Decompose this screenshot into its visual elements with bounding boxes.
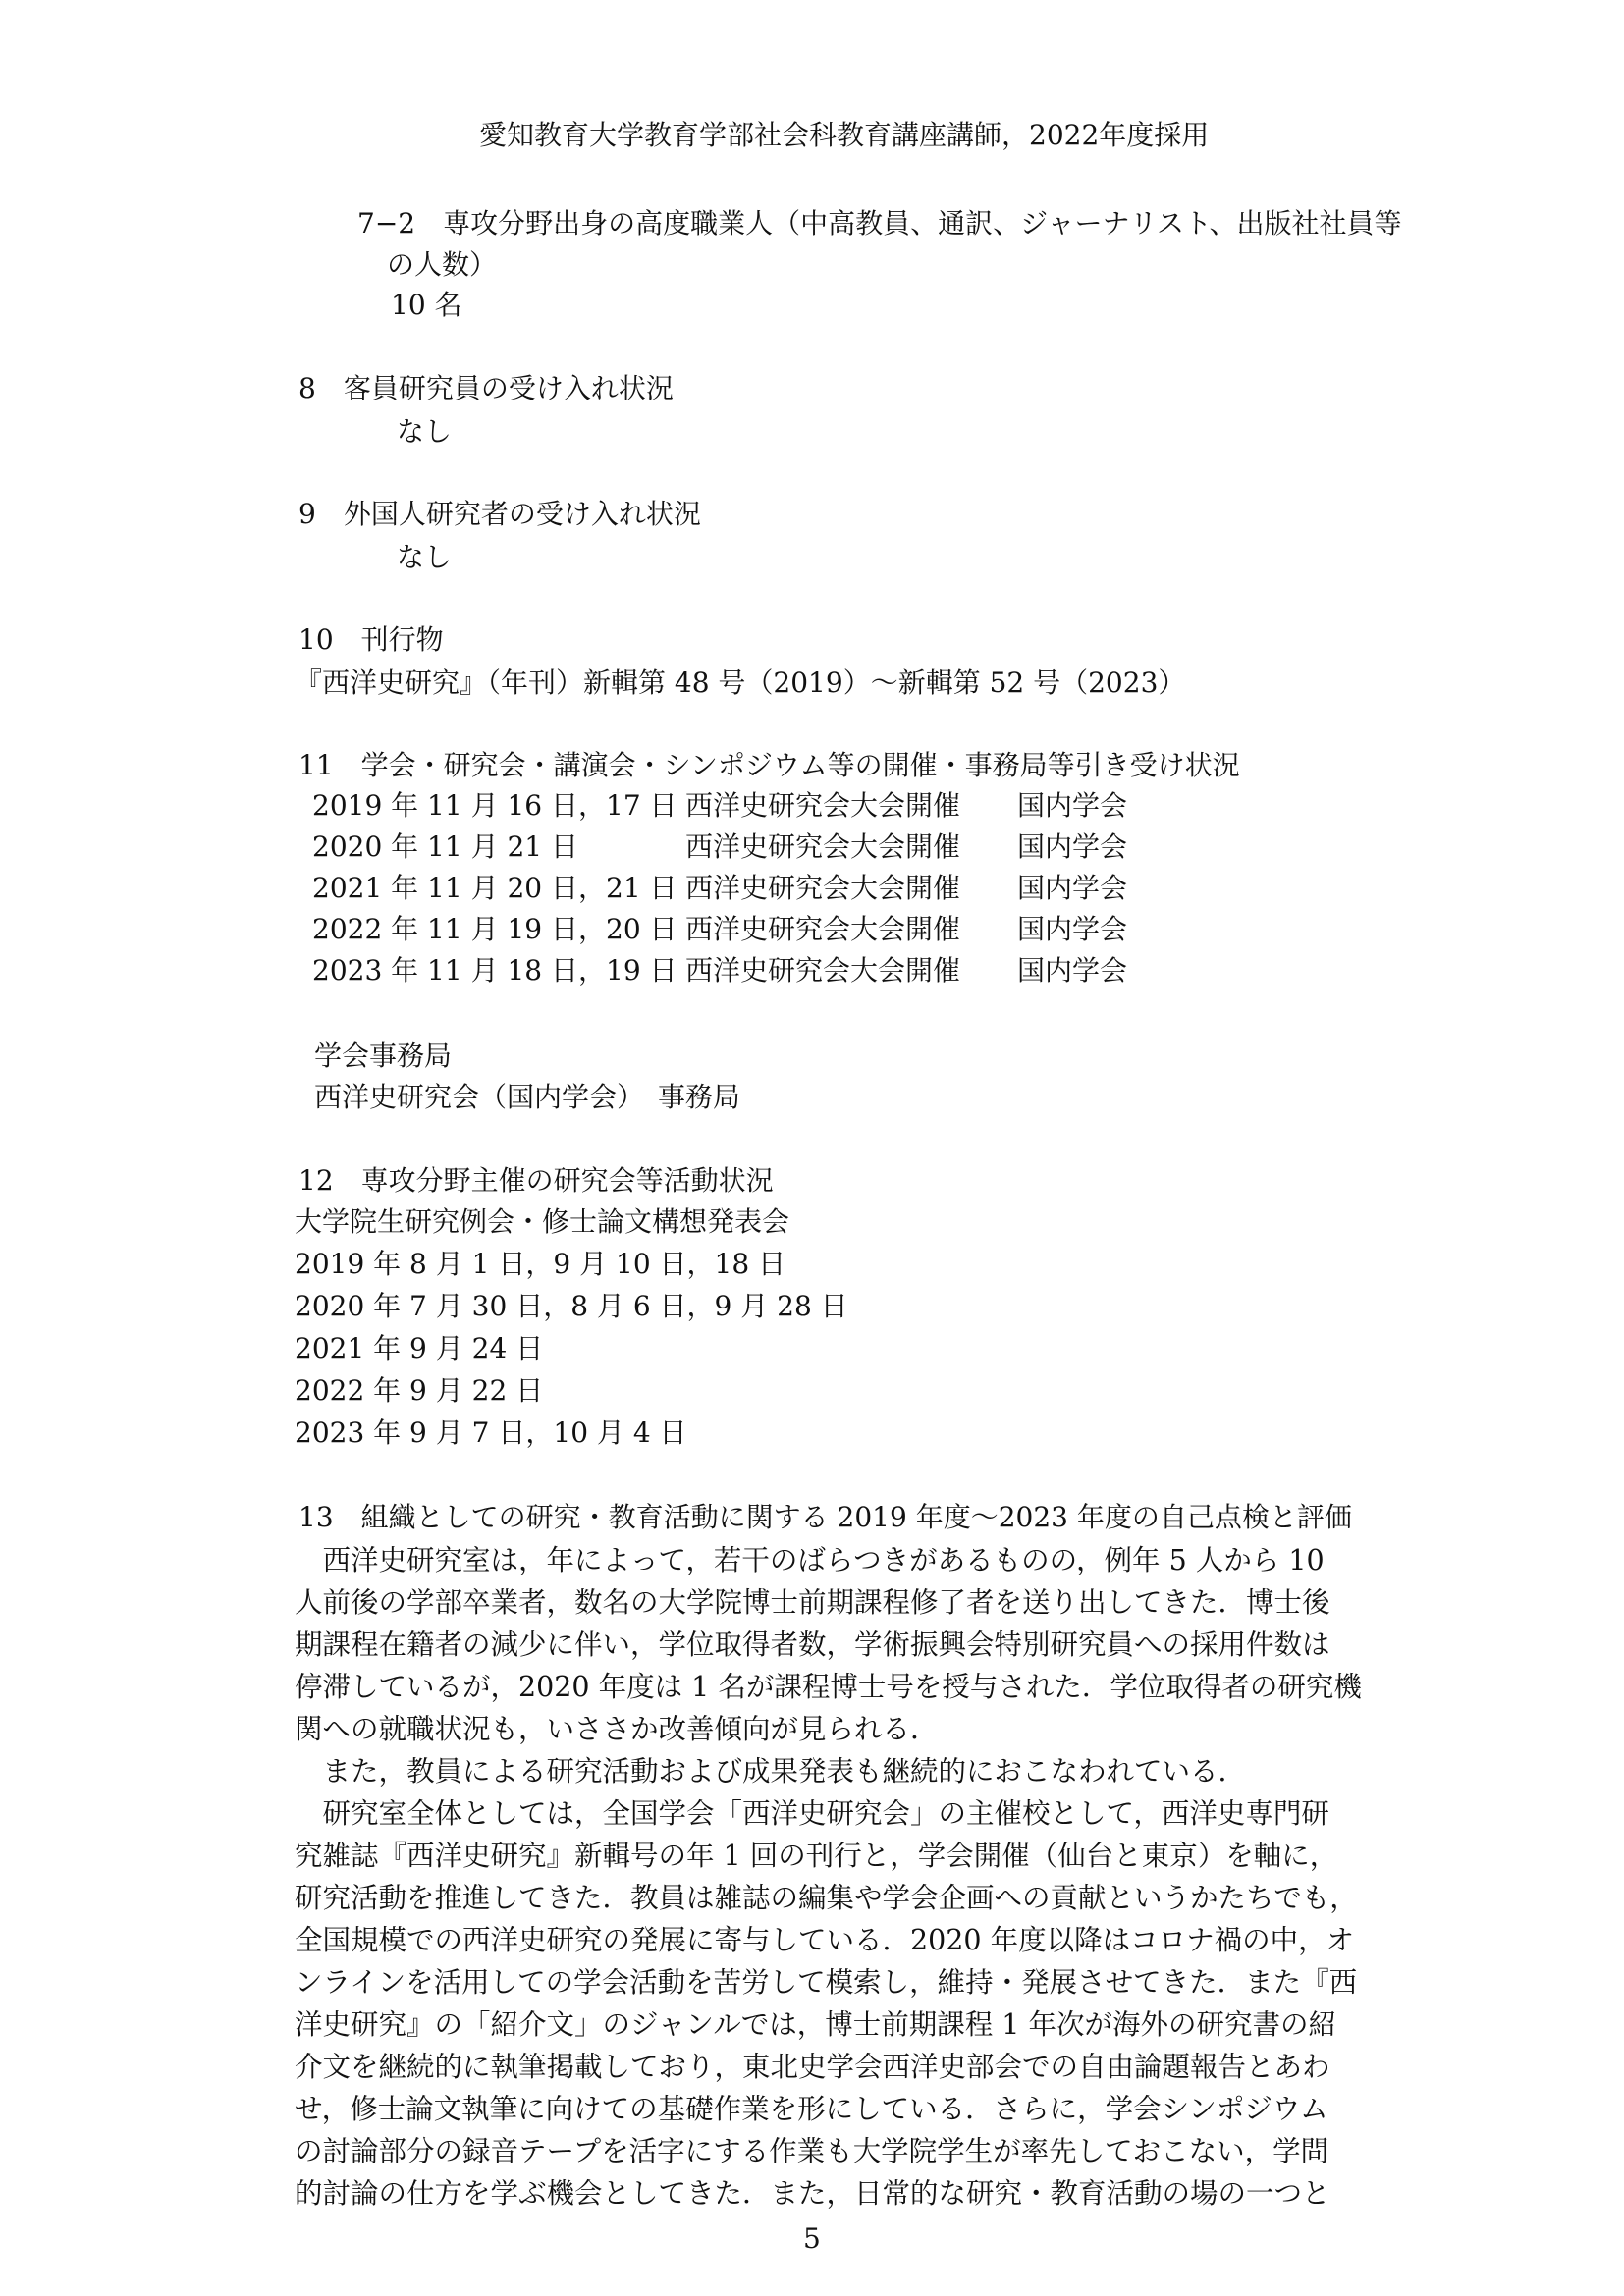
section-7-2-value: 10 名	[391, 289, 462, 321]
section-10-value: 『西洋史研究』（年刊）新輯第 48 号（2019）～新輯第 52 号（2023）	[295, 667, 1186, 699]
event-type: 国内学会	[1017, 789, 1128, 822]
section-7-2-title: 7−2 専攻分野出身の高度職業人（中高教員、通訳、ジャーナリスト、出版社社員等	[357, 207, 1402, 240]
section-13-title: 13 組織としての研究・教育活動に関する 2019 年度～2023 年度の自己点検と評価	[298, 1501, 1352, 1533]
section-8-value: なし	[397, 415, 453, 448]
section-10-title: 10 刊行物	[298, 623, 444, 656]
body-line: 究雑誌『西洋史研究』新輯号の年 1 回の刊行と，学会開催（仙台と東京）を軸に，	[295, 1840, 1338, 1872]
event-name: 西洋史研究会大会開催	[685, 830, 961, 863]
event-date: 2022 年 11 月 19 日，20 日	[312, 913, 677, 945]
section-7-2-title-cont: の人数）	[387, 248, 498, 281]
activity-date: 2023 年 9 月 7 日，10 月 4 日	[295, 1416, 687, 1449]
activity-date: 2020 年 7 月 30 日，8 月 6 日，9 月 28 日	[295, 1290, 848, 1322]
body-line: また，教員による研究活動および成果発表も継続的におこなわれている．	[295, 1755, 1247, 1788]
section-12-subtitle: 大学院生研究例会・修士論文構想発表会	[295, 1205, 790, 1238]
activity-date: 2019 年 8 月 1 日，9 月 10 日，18 日	[295, 1248, 786, 1280]
body-line: 的討論の仕方を学ぶ機会としてきた．また，日常的な研究・教育活動の場の一つと	[295, 2177, 1330, 2210]
body-line: 西洋史研究室は，年によって，若干のばらつきがあるものの，例年 5 人から 10	[295, 1544, 1325, 1576]
event-name: 西洋史研究会大会開催	[685, 872, 961, 904]
event-name: 西洋史研究会大会開催	[685, 913, 961, 945]
section-12-title: 12 専攻分野主催の研究会等活動状況	[298, 1164, 774, 1197]
body-line: 停滞しているが，2020 年度は 1 名が課程博士号を授与された．学位取得者の研究機	[295, 1671, 1362, 1703]
body-line: 研究活動を推進してきた．教員は雑誌の編集や学会企画への貢献というかたちでも，	[295, 1882, 1358, 1914]
event-type: 国内学会	[1017, 872, 1128, 904]
body-line: ンラインを活用しての学会活動を苦労して模索し，維持・発展させてきた．また『西	[295, 1966, 1358, 1999]
event-type: 国内学会	[1017, 954, 1128, 987]
office-label: 学会事務局	[314, 1040, 453, 1072]
section-11-title: 11 学会・研究会・講演会・シンポジウム等の開催・事務局等引き受け状況	[298, 749, 1240, 781]
body-line: 洋史研究』の「紹介文」のジャンルでは，博士前期課程 1 年次が海外の研究書の紹	[295, 2008, 1336, 2041]
body-line: 関への就職状況も，いささか改善傾向が見られる．	[295, 1713, 939, 1745]
event-name: 西洋史研究会大会開催	[685, 954, 961, 987]
header-affiliation: 愛知教育大学教育学部社会科教育講座講師，2022年度採用	[479, 119, 1210, 151]
event-name: 西洋史研究会大会開催	[685, 789, 961, 822]
event-type: 国内学会	[1017, 913, 1128, 945]
event-type: 国内学会	[1017, 830, 1128, 863]
event-date: 2023 年 11 月 18 日，19 日	[312, 954, 677, 987]
body-line: 介文を継続的に執筆掲載しており，東北史学会西洋史部会での自由論題報告とあわ	[295, 2051, 1330, 2083]
page-number: 5	[803, 2222, 821, 2255]
event-date: 2021 年 11 月 20 日，21 日	[312, 872, 677, 904]
body-line: 人前後の学部卒業者，数名の大学院博士前期課程修了者を送り出してきた．博士後	[295, 1586, 1330, 1619]
section-9-value: なし	[397, 541, 453, 573]
body-line: の討論部分の録音テープを活字にする作業も大学院学生が率先しておこない，学問	[295, 2135, 1329, 2167]
activity-date: 2022 年 9 月 22 日	[295, 1374, 544, 1407]
office-value: 西洋史研究会（国内学会） 事務局	[314, 1081, 741, 1113]
event-date: 2020 年 11 月 21 日	[312, 830, 579, 863]
body-line: せ，修士論文執筆に向けての基礎作業を形にしている．さらに，学会シンポジウム	[295, 2093, 1328, 2125]
activity-date: 2021 年 9 月 24 日	[295, 1332, 544, 1364]
body-line: 全国規模での西洋史研究の発展に寄与している．2020 年度以降はコロナ禍の中，オ	[295, 1924, 1355, 1956]
section-9-title: 9 外国人研究者の受け入れ状況	[298, 498, 701, 530]
body-line: 研究室全体としては，全国学会「西洋史研究会」の主催校として，西洋史専門研	[295, 1797, 1329, 1830]
event-date: 2019 年 11 月 16 日，17 日	[312, 789, 677, 822]
section-8-title: 8 客員研究員の受け入れ状況	[298, 372, 674, 404]
body-line: 期課程在籍者の減少に伴い，学位取得者数，学術振興会特別研究員への採用件数は	[295, 1629, 1330, 1661]
